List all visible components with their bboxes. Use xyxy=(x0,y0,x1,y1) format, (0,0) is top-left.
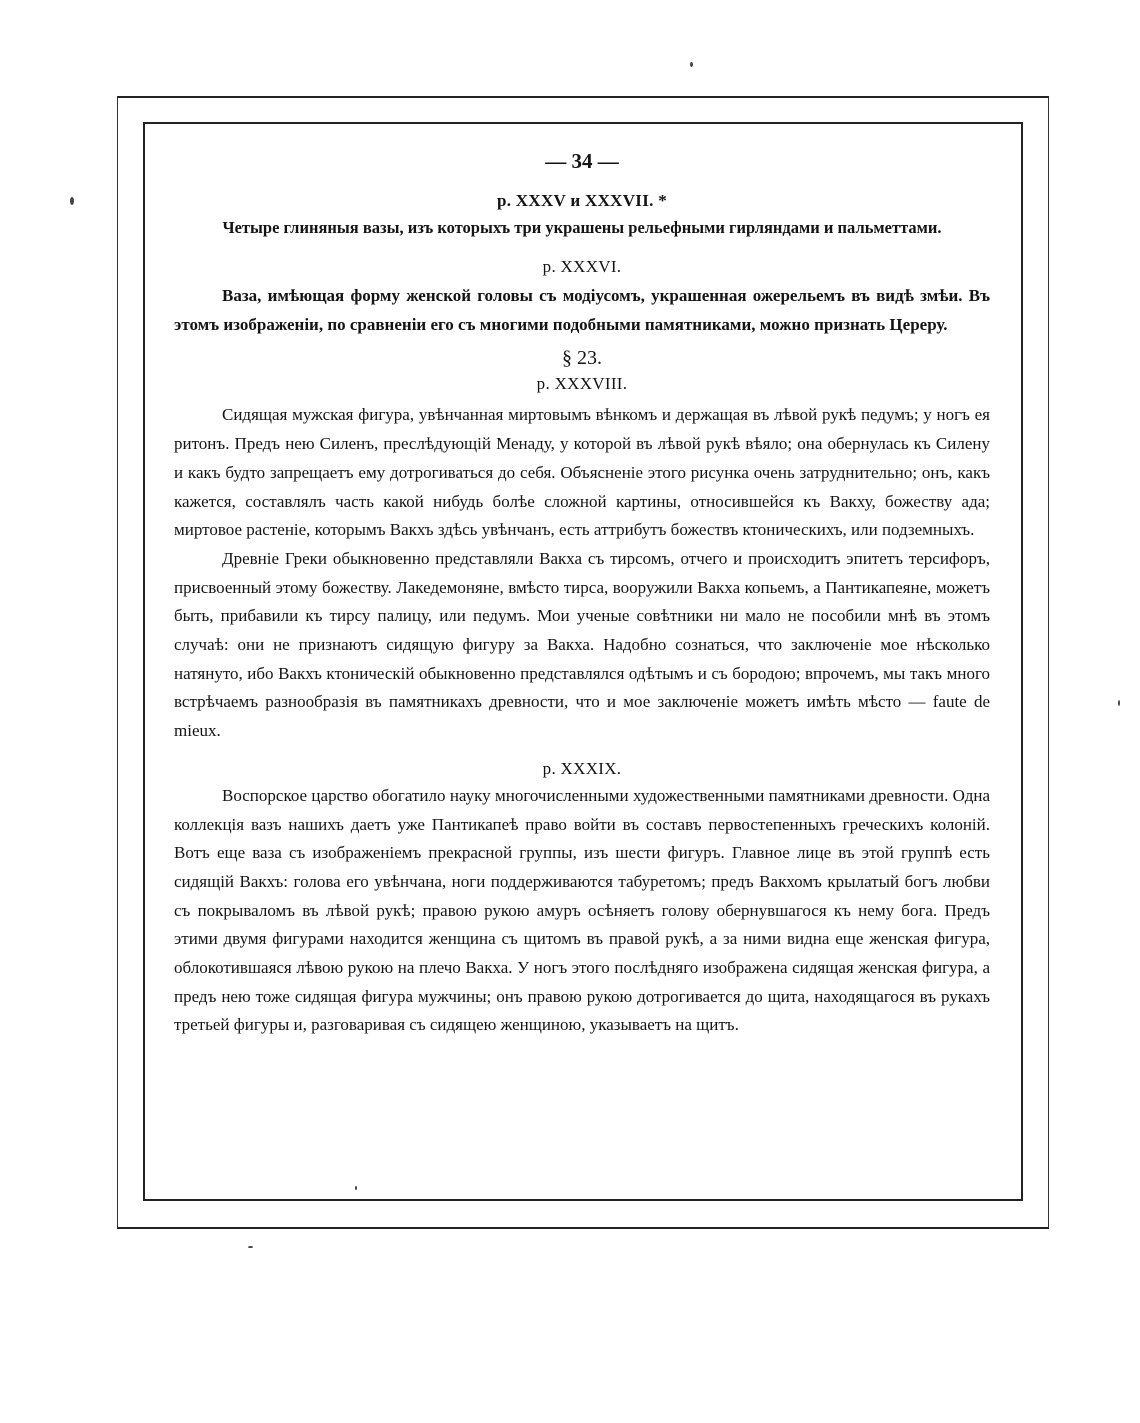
ink-speck xyxy=(1118,700,1120,706)
section-heading-23: § 23. xyxy=(562,347,602,370)
plate-heading-38: р. XXXVIII. xyxy=(536,374,628,394)
page-content xyxy=(174,146,990,1176)
ink-speck xyxy=(248,1246,253,1248)
plate-caption-35-37: Четыре глиняныя вазы, изъ которыхъ три украшены рельефными гирляндами и пальметтами. xyxy=(222,218,942,237)
plate-heading-36: р. XXXVI. xyxy=(542,257,622,276)
paragraph-plate-36: Ваза, имѣющая форму женской головы съ модіусомъ, украшенная ожерельемъ въ видѣ змѣи. Въ этомъ изображеніи, по сравненіи его съ многими подобными памятниками, можно признать Цереру. xyxy=(174,286,990,334)
paragraph-plate-38-description: Сидящая мужская фигура, увѣнчанная миртовымъ вѣнкомъ и держащая въ лѣвой рукѣ педумъ; у ногъ ея ритонъ. Предъ нею Силенъ, преслѣдующій Менаду, у которой въ лѣвой рукѣ вѣяло; она обернулась къ Силену и какъ будто запрещаетъ ему дотрогиваться до себя. Объясненіе этого рисунка очень затруднительно; онъ, какъ кажется, составлялъ часть какой нибудь болѣе сложной картины, относившейся къ Вакху, божеству ада; миртовое растеніе, которымъ Вакхъ здѣсь увѣнчанъ, есть аттрибутъ божествъ ктоническихъ, или подземныхъ. xyxy=(174,405,990,540)
ink-speck xyxy=(690,62,693,67)
plate-heading-39: р. XXXIX. xyxy=(542,758,622,778)
ink-speck xyxy=(70,197,74,205)
page-number: — 34 — xyxy=(545,149,619,173)
plate-heading-35-37: р. XXXV и XXXVII. * xyxy=(496,191,668,210)
paragraph-plate-38-discussion: Древніе Греки обыкновенно представляли Вакха съ тирсомъ, отчего и происходитъ эпитетъ терсифоръ, присвоенный этому божеству. Лакедемоняне, вмѣсто тирса, вооружили Вакха копьемъ, а Пантикапеяне, можетъ быть, прибавили къ тирсу палицу, или педумъ. Мои ученые совѣтники ни мало не пособили мнѣ въ этомъ случаѣ: они не признаютъ сидящую фигуру за Вакха. Надобно сознаться, что заключеніе мое нѣсколько натянуто, ибо Вакхъ ктоническій обыкновенно представлялся одѣтымъ и съ бородою; впрочемъ, мы такъ много встрѣчаемъ разнообразія въ памятникахъ древности, что и мое заключеніе можетъ имѣть мѣсто — faute de mieux. xyxy=(174,548,990,741)
ink-speck xyxy=(355,1186,357,1190)
paragraph-plate-39: Воспорское царство обогатило науку многочисленными художественными памятниками древности. Одна коллекція вазъ нашихъ даетъ уже Пантикапеѣ право войти въ составъ первостепенныхъ греческихъ колоній. Вотъ еще ваза съ изображеніемъ прекрасной группы, изъ шести фигуръ. Главное лице въ этой группѣ есть сидящій Вакхъ: голова его увѣнчана, ноги поддерживаются табуретомъ; предъ Вакхомъ крылатый богъ любви съ покрываломъ въ лѣвой рукѣ; правою рукою амуръ осѣняетъ голову обернувшагося къ нему бога. Предъ этими двумя фигурами находится женщина съ щитомъ въ правой рукѣ, а за ними видна еще женская фигура, облокотившаяся лѣвою рукою на плечо Вакха. У ногъ этого послѣдняго изображена сидящая женская фигура, а предъ нею тоже сидящая фигура мужчины; онъ правою рукою дотрогивается до щита, находящагося въ рукахъ третьей фигуры и, разговаривая съ сидящею женщиною, указываетъ на щитъ. xyxy=(174,785,990,1035)
